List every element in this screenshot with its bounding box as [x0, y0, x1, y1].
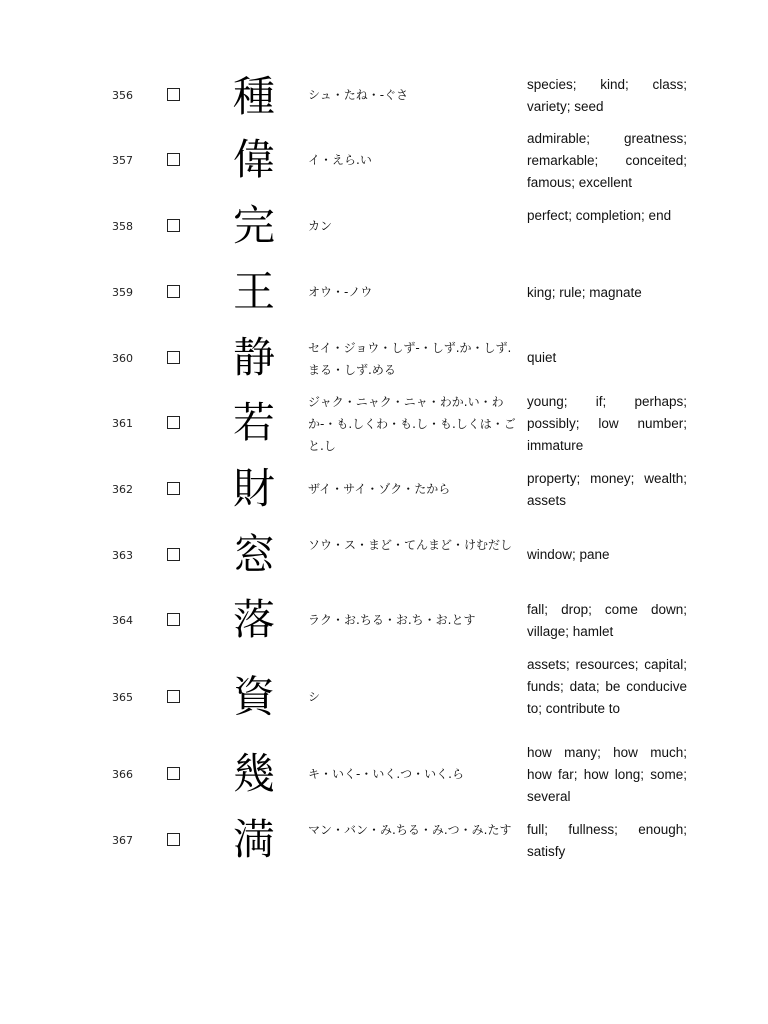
list-item: [0, 391, 768, 457]
kanji-character: 幾: [232, 749, 275, 798]
entry-number: 357: [112, 154, 133, 167]
kanji-meaning: king; rule; magnate: [527, 285, 642, 300]
list-item: [0, 530, 768, 579]
kanji-character: 偉: [232, 135, 275, 184]
entry-number: 362: [112, 483, 133, 496]
kanji-meaning: full; fullness; enough; satisfy: [527, 822, 687, 859]
kanji-reading: ザイ・サイ・ゾク・たから: [308, 482, 451, 496]
entry-number: 365: [112, 691, 133, 704]
entry-number: 361: [112, 417, 133, 430]
study-checkbox[interactable]: [167, 219, 180, 232]
list-item: [0, 742, 768, 808]
kanji-meaning: property; money; wealth; assets: [527, 471, 687, 508]
kanji-character: 窓: [232, 530, 275, 579]
kanji-character: 若: [232, 398, 275, 447]
kanji-meaning: how many; how much; how far; how long; some; several: [527, 745, 687, 804]
study-checkbox[interactable]: [167, 690, 180, 703]
list-item: [0, 595, 768, 644]
kanji-character: 完: [232, 201, 275, 250]
kanji-meaning: assets; resources; capital; funds; data; be conducive to; contribute to: [527, 657, 687, 716]
study-checkbox[interactable]: [167, 416, 180, 429]
study-checkbox[interactable]: [167, 548, 180, 561]
list-item: [0, 128, 768, 194]
kanji-reading: キ・いく-・いく.つ・いく.ら: [308, 767, 464, 781]
kanji-meaning: admirable; greatness; remarkable; conceited; famous; excellent: [527, 131, 687, 190]
kanji-reading: シ: [308, 690, 321, 704]
kanji-reading: オウ・-ノウ: [308, 285, 373, 299]
list-item: [0, 654, 768, 742]
entry-number: 356: [112, 89, 133, 102]
list-item: [0, 201, 768, 250]
kanji-reading: セイ・ジョウ・しず-・しず.か・しず.まる・しず.める: [308, 341, 512, 377]
kanji-meaning: species; kind; class; variety; seed: [527, 77, 687, 114]
list-item: [0, 815, 768, 864]
kanji-meaning: perfect; completion; end: [527, 208, 672, 223]
list-item: [0, 464, 768, 513]
entry-number: 359: [112, 286, 133, 299]
kanji-character: 落: [232, 595, 275, 644]
kanji-reading: カン: [308, 219, 333, 233]
entry-number: 364: [112, 614, 133, 627]
entry-number: 366: [112, 768, 133, 781]
kanji-meaning: young; if; perhaps; possibly; low number; immature: [527, 394, 687, 453]
kanji-character: 王: [232, 267, 275, 316]
kanji-meaning: window; pane: [527, 547, 610, 562]
kanji-reading: マン・バン・み.ちる・み.つ・み.たす: [308, 823, 512, 837]
study-checkbox[interactable]: [167, 88, 180, 101]
study-checkbox[interactable]: [167, 153, 180, 166]
kanji-character: 種: [232, 72, 275, 121]
study-checkbox[interactable]: [167, 351, 180, 364]
list-item: [0, 267, 768, 316]
kanji-reading: ラク・お.ちる・お.ち・お.とす: [308, 613, 476, 627]
kanji-reading: シュ・たね・-ぐさ: [308, 88, 409, 102]
kanji-meaning: quiet: [527, 350, 557, 365]
kanji-reading: ソウ・ス・まど・てんまど・けむだし: [308, 538, 513, 552]
study-checkbox[interactable]: [167, 482, 180, 495]
study-checkbox[interactable]: [167, 613, 180, 626]
entry-number: 363: [112, 549, 133, 562]
list-item: [0, 333, 768, 382]
entry-number: 367: [112, 834, 133, 847]
list-item: [0, 72, 768, 121]
kanji-character: 資: [232, 672, 275, 721]
kanji-character: 財: [232, 464, 275, 513]
entry-number: 360: [112, 352, 133, 365]
kanji-meaning: fall; drop; come down; village; hamlet: [527, 602, 687, 639]
entry-number: 358: [112, 220, 133, 233]
kanji-reading: イ・えら.い: [308, 153, 372, 167]
kanji-character: 静: [232, 333, 275, 382]
kanji-reading: ジャク・ニャク・ニャ・わか.い・わか-・も.しくわ・も.し・も.しくは・ごと.し: [308, 395, 516, 453]
study-checkbox[interactable]: [167, 285, 180, 298]
kanji-character: 満: [232, 815, 275, 864]
study-checkbox[interactable]: [167, 833, 180, 846]
study-checkbox[interactable]: [167, 767, 180, 780]
